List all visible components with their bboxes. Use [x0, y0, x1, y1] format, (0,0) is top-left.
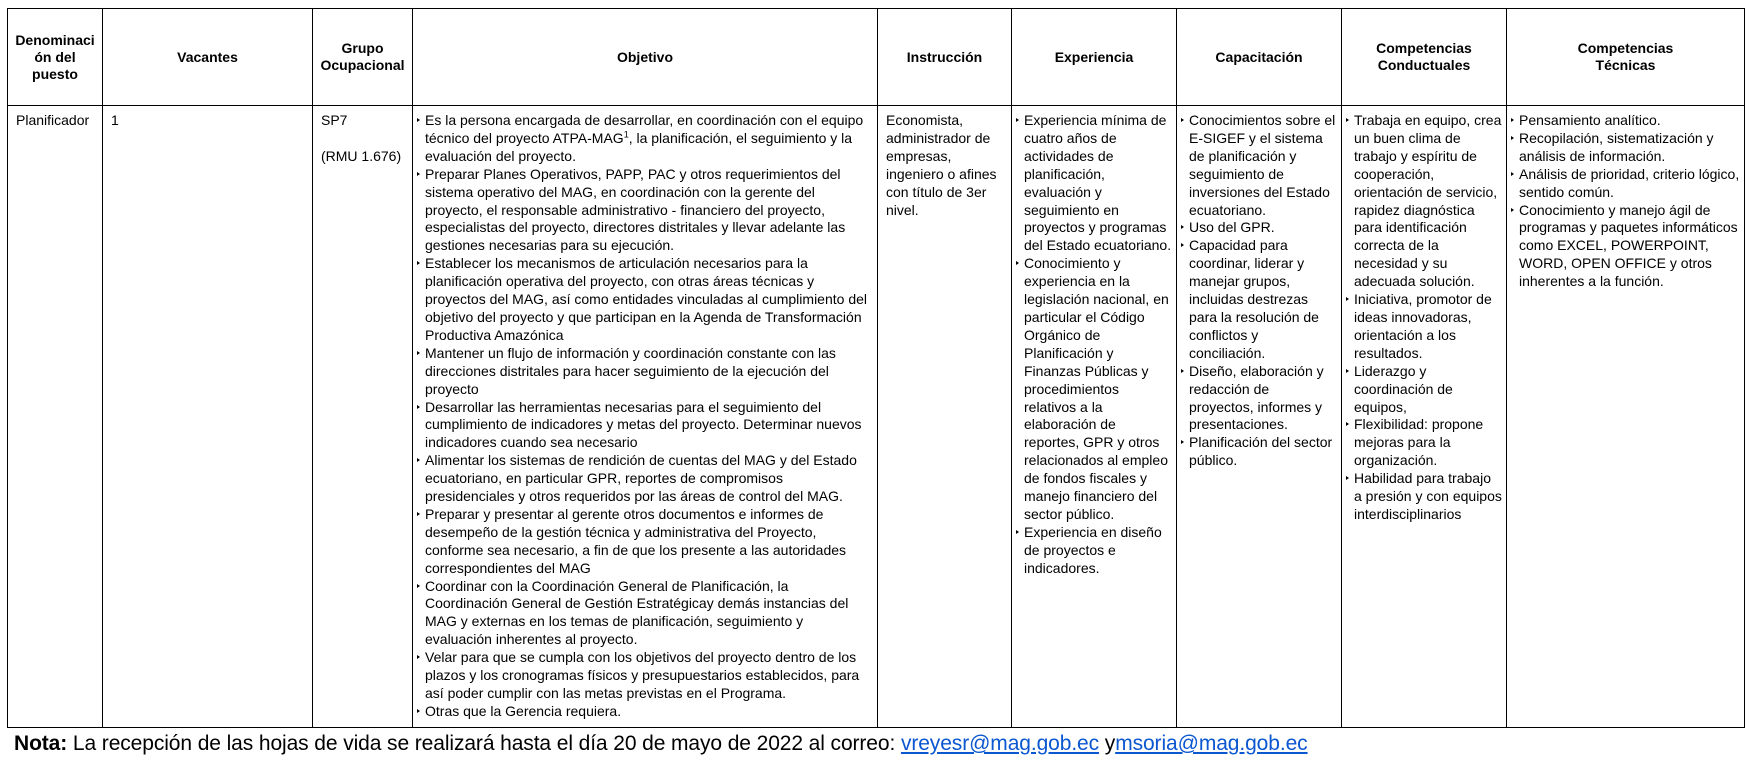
cell-instruccion	[878, 106, 1012, 728]
email-link-msoria[interactable]: msoria@mag.gob.ec	[1115, 732, 1308, 755]
cell-vacantes	[103, 106, 313, 728]
grupo-text: SP7	[321, 112, 348, 128]
cell-puesto	[8, 106, 103, 728]
footnote-ref: 1	[623, 129, 629, 140]
list-item: Experiencia en diseño de proyectos e indicadores.	[1020, 524, 1172, 578]
experiencia-list	[1020, 112, 1172, 578]
list-item: Alimentar los sistemas de rendición de cuentas del MAG y del Estado ecuatoriano, en particular GPR, reportes de compromisos presidenciales y otros requeridos por las áreas de control del MAG.	[421, 452, 873, 506]
cell-capacitacion	[1177, 106, 1342, 728]
header-grupo	[313, 9, 413, 106]
vacantes-text: 1	[111, 112, 119, 128]
list-item: Trabaja en equipo, crea un buen clima de trabajo y espíritu de cooperación, orientación de servicio, rapidez diagnóstica para identificación correcta de la necesidad y su adecuada solución.	[1350, 112, 1502, 291]
note-conjunction: y	[1099, 732, 1116, 755]
list-item: Análisis de prioridad, criterio lógico, sentido común.	[1515, 166, 1740, 202]
header-text: Competencias Técnicas	[1577, 40, 1674, 73]
capacitacion-list	[1185, 112, 1337, 470]
list-item: Pensamiento analítico.	[1515, 112, 1740, 130]
header-denominacion	[8, 9, 103, 106]
list-item: Desarrollar las herramientas necesarias para el seguimiento del cumplimiento de indicadores y metas del proyecto. Determinar nuevos indicadores cuando sea necesario	[421, 399, 873, 453]
cell-conductuales	[1342, 106, 1507, 728]
note-line	[14, 731, 1308, 757]
header-experiencia	[1012, 9, 1177, 106]
list-item: Conocimientos sobre el E-SIGEF y el sistema de planificación y seguimiento de inversiones del Estado ecuatoriano.	[1185, 112, 1337, 219]
job-profile-table	[7, 8, 1745, 728]
list-item: Diseño, elaboración y redacción de proyectos, informes y presentaciones.	[1185, 363, 1337, 435]
header-text: Grupo Ocupacional	[320, 40, 405, 73]
header-vacantes	[103, 9, 313, 106]
tecnicas-list	[1515, 112, 1740, 291]
header-instruccion	[878, 9, 1012, 106]
header-conductuales	[1342, 9, 1507, 106]
list-item: Recopilación, sistematización y análisis de información.	[1515, 130, 1740, 166]
instruccion-text: Economista, administrador de empresas, ingeniero o afines con título de 3er nivel.	[886, 112, 997, 218]
puesto-text: Planificador	[16, 112, 90, 128]
list-item: Iniciativa, promotor de ideas innovadoras, orientación a los resultados.	[1350, 291, 1502, 363]
list-item: Habilidad para trabajo a presión y con equipos interdisciplinarios	[1350, 470, 1502, 524]
note-text: La recepción de las hojas de vida se realizará hasta el día 20 de mayo de 2022 al correo:	[67, 732, 901, 755]
header-text: Capacitación	[1215, 48, 1303, 65]
objetivo-list	[421, 112, 873, 721]
list-item: Planificación del sector público.	[1185, 434, 1337, 470]
list-item: Mantener un flujo de información y coordinación constante con las direcciones distritales para hacer seguimiento de la ejecución del proyecto	[421, 345, 873, 399]
list-item: Establecer los mecanismos de articulación necesarios para la planificación operativa del proyecto, con otras áreas técnicas y proyectos del MAG, así como entidades vinculadas al cumplimiento del objetivo del proyecto y que participan en la Agenda de Transformación Productiva Amazónica	[421, 255, 873, 345]
list-item: Otras que la Gerencia requiera.	[421, 703, 873, 721]
header-text: Objetivo	[616, 48, 673, 65]
note-label: Nota:	[14, 732, 68, 755]
header-text: Competencias Conductuales	[1376, 40, 1472, 73]
conductuales-list	[1350, 112, 1502, 524]
list-item: Conocimiento y manejo ágil de programas y paquetes informáticos como EXCEL, POWERPOINT, WORD, OPEN OFFICE y otros inherentes a la función.	[1515, 202, 1740, 292]
objetivo-first-text: Es la persona encargada de desarrollar, en coordinación con el equipo técnico del proyecto ATPA-MAG	[425, 112, 864, 146]
spacer	[321, 130, 408, 148]
list-item: Conocimiento y experiencia en la legislación nacional, en particular el Código Orgánico de Planificación y Finanzas Públicas y procedimientos relativos a la elaboración de reportes, GPR y otros relacionados al empleo de fondos fiscales y manejo financiero del sector público.	[1020, 255, 1172, 524]
list-item: Preparar y presentar al gerente otros documentos e informes de desempeño de la gestión técnica y administrativa del Proyecto, conforme sea necesario, a fin de que los presente a las autoridades correspondientes del MAG	[421, 506, 873, 578]
header-text: Denominaci ón del puesto	[15, 31, 95, 82]
table-row	[8, 106, 1745, 728]
header-capacitacion	[1177, 9, 1342, 106]
list-item: Uso del GPR.	[1185, 219, 1337, 237]
list-item: Preparar Planes Operativos, PAPP, PAC y otros requerimientos del sistema operativo del MAG, en coordinación con la gerente del proyecto, el responsable administrativo - financiero del proyecto, especialistas del proyecto, directores distritales y llevar adelante las gestiones necesarias para su ejecución.	[421, 166, 873, 256]
list-item: Experiencia mínima de cuatro años de actividades de planificación, evaluación y seguimiento en proyectos y programas del Estado ecuatoriano.	[1020, 112, 1172, 255]
objetivo-first-text-end: , la planificación, el seguimiento y la evaluación del proyecto.	[425, 129, 853, 164]
header-text: Experiencia	[1054, 48, 1134, 65]
list-item: Velar para que se cumpla con los objetivos del proyecto dentro de los plazos y los cronogramas físicos y presupuestarios establecidos, para así poder cumplir con las metas previstas en el Programa.	[421, 649, 873, 703]
header-text: Instrucción	[906, 48, 983, 65]
list-item: Capacidad para coordinar, liderar y manejar grupos, incluidas destrezas para la resolución de conflictos y conciliación.	[1185, 237, 1337, 362]
cell-experiencia	[1012, 106, 1177, 728]
header-objetivo	[413, 9, 878, 106]
header-row	[8, 9, 1745, 106]
cell-tecnicas	[1507, 106, 1745, 728]
list-item	[421, 112, 873, 166]
rmu-text: (RMU 1.676)	[321, 147, 402, 164]
list-item: Liderazgo y coordinación de equipos,	[1350, 363, 1502, 417]
email-link-vreyesr[interactable]: vreyesr@mag.gob.ec	[900, 732, 1100, 755]
list-item: Flexibilidad: propone mejoras para la organización.	[1350, 416, 1502, 470]
list-item: Coordinar con la Coordinación General de Planificación, la Coordinación General de Gestión Estratégicay demás instancias del MAG y externas en los temas de planificación, seguimiento y evaluación inherentes al proyecto.	[421, 578, 873, 650]
header-tecnicas	[1507, 9, 1745, 106]
cell-grupo	[313, 106, 413, 728]
header-text: Vacantes	[177, 48, 238, 65]
cell-objetivo	[413, 106, 878, 728]
